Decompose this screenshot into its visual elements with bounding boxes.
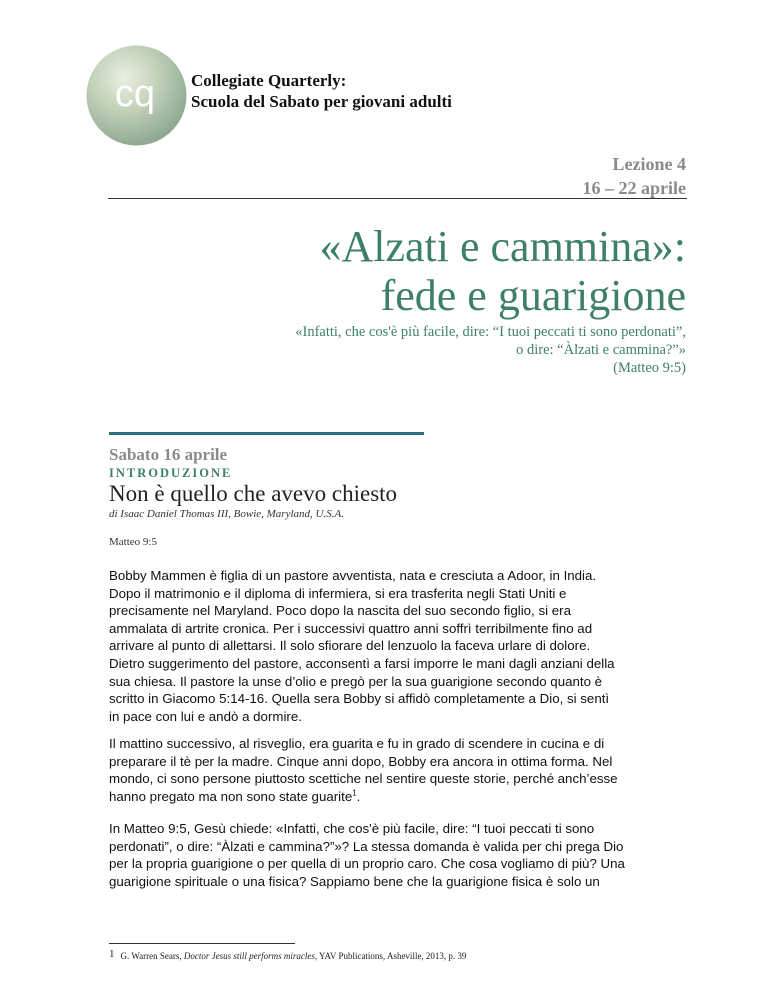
- paragraph-1: [109, 567, 669, 725]
- logo-text: cq: [114, 73, 156, 115]
- epigraph-line1: «Infatti, che cos'è più facile, dire: “I tuoi peccati ti sono perdonati”,: [295, 324, 686, 340]
- footnote-rest: YAV Publications, Asheville, 2013, p. 39: [317, 951, 467, 961]
- paragraph-line: Dietro suggerimento del pastore, acconsentì a farsi imporre le mani dagli anziani della: [109, 655, 615, 671]
- paragraph-line: in pace con lui e andò a dormire.: [109, 708, 302, 724]
- paragraph-text: hanno pregato ma non sono state guarite: [109, 788, 353, 804]
- section-byline: di Isaac Daniel Thomas III, Bowie, Maryland, U.S.A.: [109, 508, 344, 520]
- epigraph-line2: o dire: “Àlzati e cammina?”»: [516, 342, 686, 358]
- paragraph-line: precisamente nel Maryland. Poco dopo la nascita del suo secondo figlio, si era: [109, 603, 571, 619]
- epigraph-reference: (Matteo 9:5): [613, 360, 686, 376]
- footnote-book: Doctor Jesus still performs miracles,: [183, 951, 318, 961]
- section-title: Non è quello che avevo chiesto: [109, 481, 398, 506]
- paragraph-line: mondo, ci sono persone piuttosto scettiche nel sentire queste storie, perché anch’esse: [109, 771, 618, 787]
- lesson-title: [319, 222, 686, 320]
- lesson-title-line2: fede e guarigione: [380, 271, 686, 320]
- paragraph-line: In Matteo 9:5, Gesù chiede: «Infatti, che cos'è più facile, dire: “I tuoi peccati ti sono: [109, 821, 595, 836]
- paragraph-3: [109, 820, 669, 890]
- lesson-number: Lezione 4: [612, 154, 686, 174]
- paragraph-line: Il mattino successivo, al risveglio, era guarita e fu in grado di scendere in cucina e di: [109, 736, 605, 751]
- header-divider: [108, 198, 687, 199]
- paragraph-line: arrivare al punto di allettarsi. Il solo sfiorare del lenzuolo la faceva urlare di dolore.: [109, 638, 591, 654]
- section-kicker: INTRODUZIONE: [109, 466, 233, 480]
- paragraph-line-last: [109, 788, 669, 806]
- footnote-marker[interactable]: 1: [352, 788, 357, 798]
- bible-reference: Matteo 9:5: [109, 536, 157, 548]
- footnote-author: G. Warren Sears,: [120, 951, 184, 961]
- footnote: [109, 950, 466, 962]
- section-divider: [109, 432, 424, 435]
- footnote-divider: [109, 943, 295, 944]
- paragraph-end: .: [356, 788, 361, 804]
- paragraph-line: preparare il tè per la madre. Cinque anni dopo, Bobby era ancora in ottima forma. Nel: [109, 753, 613, 769]
- paragraph-line: sua chiesa. Il pastore la unse d’olio e pregò per la sua guarigione secondo quanto è: [109, 673, 603, 689]
- paragraph-line: Dopo il matrimonio e il diploma di infermiera, si era trasferita negli Stati Uniti e: [109, 585, 567, 601]
- paragraph-line: scritto in Giacomo 5:14-16. Quella sera Bobby si affidò completamente a Dio, si sentì: [109, 691, 610, 707]
- section-day: Sabato 16 aprile: [109, 445, 228, 464]
- paragraph-line: perdonati”, o dire: “Àlzati e cammina?”»? La stessa domanda è valida per chi prega Dio: [109, 838, 624, 854]
- paragraph-line: per la propria guarigione o per quella di un proprio caro. Che cosa vogliamo di più? Una: [109, 856, 625, 872]
- lesson-title-line1: «Alzati e cammina»:: [319, 222, 686, 271]
- lesson-dates: 16 – 22 aprile: [582, 178, 686, 198]
- publication-title: [191, 70, 452, 112]
- publication-title-line2: Scuola del Sabato per giovani adulti: [191, 92, 452, 111]
- paragraph-line: ammalata di artrite cronica. Per i successivi quattro anni soffrì terribilmente fino ad: [109, 620, 593, 636]
- footnote-number: 1: [109, 948, 115, 960]
- cq-logo: [85, 44, 188, 147]
- lesson-meta: [583, 152, 687, 200]
- publication-title-line1: Collegiate Quarterly:: [191, 71, 347, 90]
- epigraph: [295, 323, 686, 377]
- paragraph-line: guarigione spirituale o una fisica? Sappiamo bene che la guarigione fisica è solo un: [109, 873, 600, 889]
- paragraph-line: Bobby Mammen è figlia di un pastore avventista, nata e cresciuta a Adoor, in India.: [109, 568, 597, 583]
- paragraph-2: [109, 735, 669, 805]
